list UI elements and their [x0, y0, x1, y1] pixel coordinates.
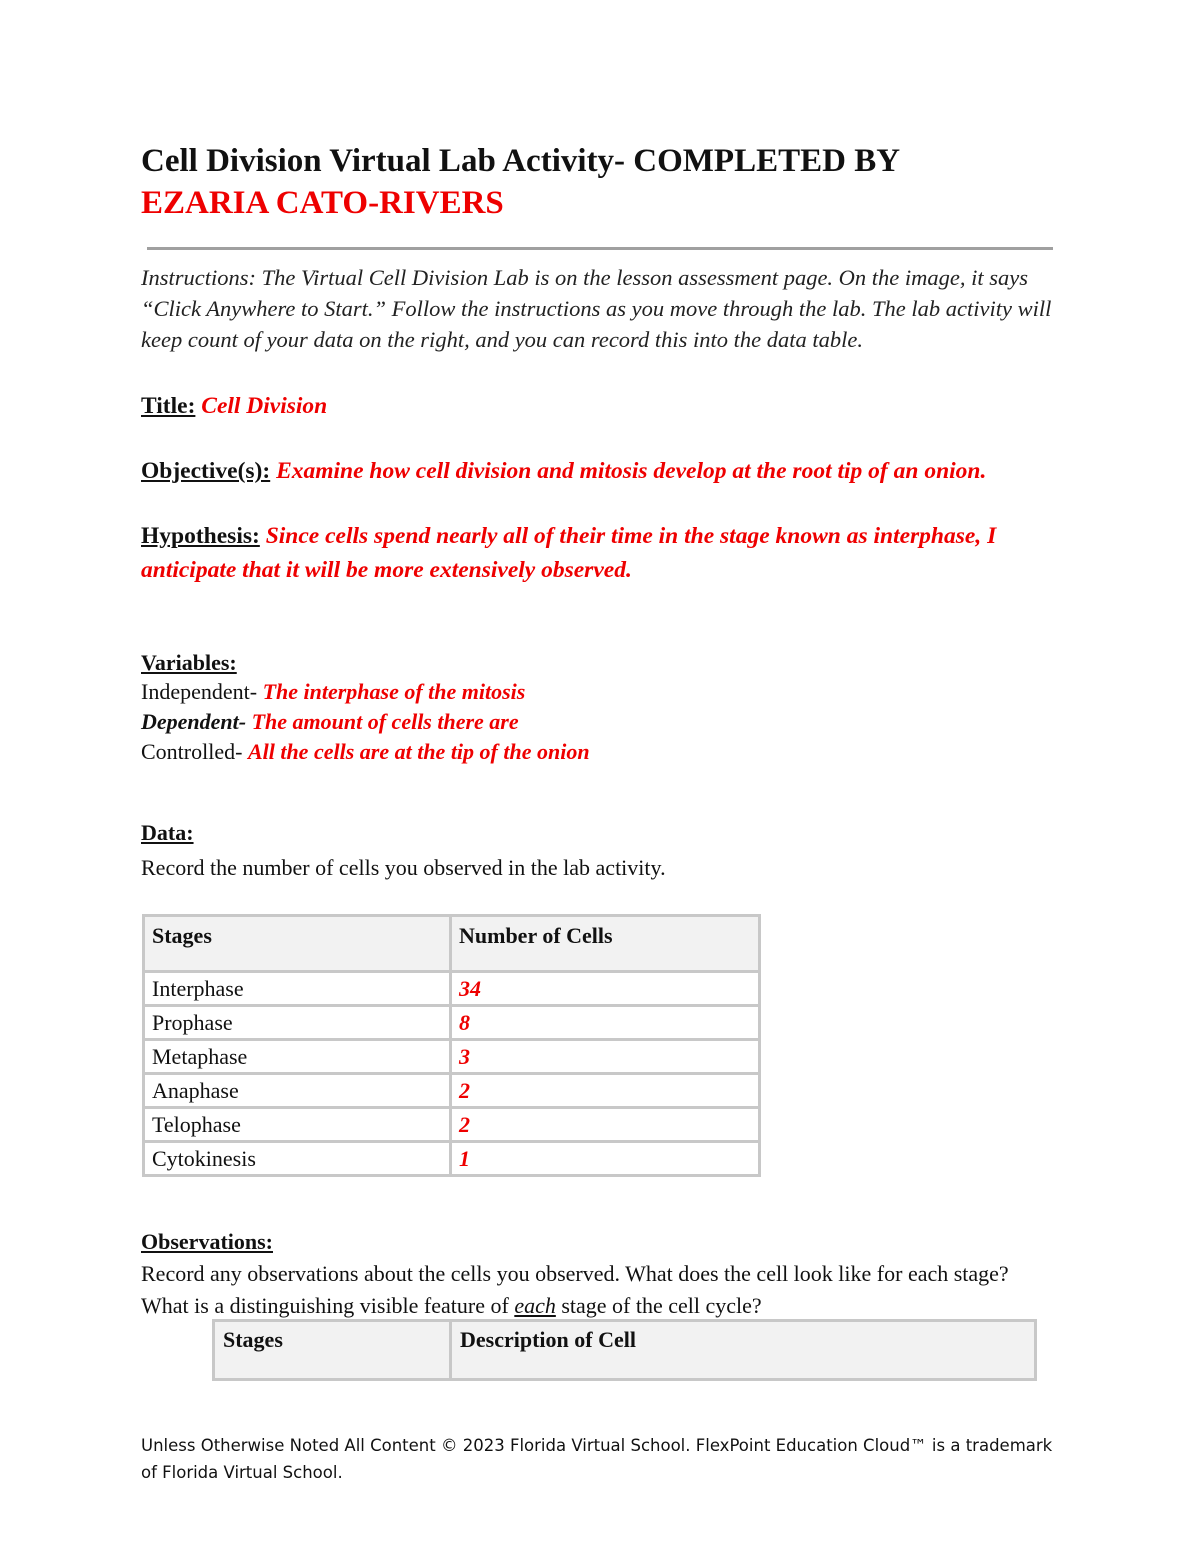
lab-title-field: [141, 389, 327, 423]
table-header-row: [214, 1321, 1036, 1380]
independent-variable: [141, 677, 525, 707]
controlled-value: All the cells are at the tip of the onion: [247, 739, 590, 764]
hypothesis-value: Since cells spend nearly all of their time in the stage known as interphase, I anticipate that it will be more extensively observed.: [141, 523, 997, 583]
count-cell[interactable]: 1: [451, 1142, 760, 1176]
table-row: [144, 972, 760, 1006]
controlled-variable: [141, 737, 590, 767]
table-row: [144, 1074, 760, 1108]
stage-cell[interactable]: Telophase: [144, 1108, 451, 1142]
stage-cell[interactable]: Prophase: [144, 1006, 451, 1040]
stage-cell[interactable]: Cytokinesis: [144, 1142, 451, 1176]
objective-value: Examine how cell division and mitosis develop at the root tip of an onion.: [276, 458, 987, 484]
header-stages: Stages: [144, 916, 451, 972]
independent-value: The interphase of the mitosis: [262, 679, 526, 704]
table-row: [144, 1142, 760, 1176]
student-name: EZARIA CATO-RIVERS: [141, 185, 504, 221]
header-number-of-cells: Number of Cells: [451, 916, 760, 972]
lab-title-value: Cell Division: [201, 393, 328, 419]
dependent-variable: [141, 707, 519, 737]
count-cell[interactable]: 2: [451, 1074, 760, 1108]
observations-label: Observations:: [141, 1229, 273, 1254]
independent-label: Independent-: [141, 679, 258, 704]
observations-instruction-end: stage of the cell cycle?: [555, 1293, 762, 1318]
observations-table: [212, 1319, 1037, 1381]
dependent-value: The amount of cells there are: [251, 709, 519, 734]
variables-label: Variables:: [141, 650, 237, 675]
table-header-row: [144, 916, 760, 972]
table-row: [144, 1108, 760, 1142]
objective-field: [141, 454, 1081, 488]
observations-instruction-start: Record any observations about the cells you observed. What does the cell look like for each stage? What is a distinguishing visible feature of: [141, 1261, 1009, 1318]
hypothesis-label: Hypothesis:: [141, 523, 260, 549]
hypothesis-field: [141, 519, 1071, 587]
data-label: Data:: [141, 820, 194, 845]
objective-label: Objective(s):: [141, 458, 271, 484]
table-row: [144, 1040, 760, 1074]
table-row: [144, 1006, 760, 1040]
header-stages: Stages: [214, 1321, 451, 1380]
stage-cell[interactable]: Metaphase: [144, 1040, 451, 1074]
count-cell[interactable]: 34: [451, 972, 760, 1006]
lab-title-label: Title:: [141, 393, 196, 419]
stage-cell[interactable]: Interphase: [144, 972, 451, 1006]
stage-cell[interactable]: Anaphase: [144, 1074, 451, 1108]
title-divider: [147, 247, 1053, 250]
count-cell[interactable]: 2: [451, 1108, 760, 1142]
observations-instruction-emphasis: each: [514, 1293, 556, 1318]
data-table: [142, 914, 761, 1177]
observations-instruction: [141, 1258, 1061, 1322]
data-instruction: Record the number of cells you observed in the lab activity.: [141, 855, 666, 880]
controlled-label: Controlled-: [141, 739, 243, 764]
count-cell[interactable]: 8: [451, 1006, 760, 1040]
header-description-of-cell: Description of Cell: [451, 1321, 1036, 1380]
count-cell[interactable]: 3: [451, 1040, 760, 1074]
copyright-footer: Unless Otherwise Noted All Content © 2023 Florida Virtual School. FlexPoint Education Cloud™ is a trademark of Florida Virtual School.: [141, 1436, 1053, 1482]
dependent-label: Dependent-: [141, 709, 247, 734]
title-main: Cell Division Virtual Lab Activity- COMPLETED BY: [141, 143, 901, 179]
instructions-text: Instructions: The Virtual Cell Division Lab is on the lesson assessment page. On the image, it says “Click Anywhere to Start.” Follow the instructions as you move through the lab. The lab activity will keep count of your data on the right, and you can record this into the data table.: [141, 265, 1052, 352]
page-title: [141, 140, 1101, 224]
